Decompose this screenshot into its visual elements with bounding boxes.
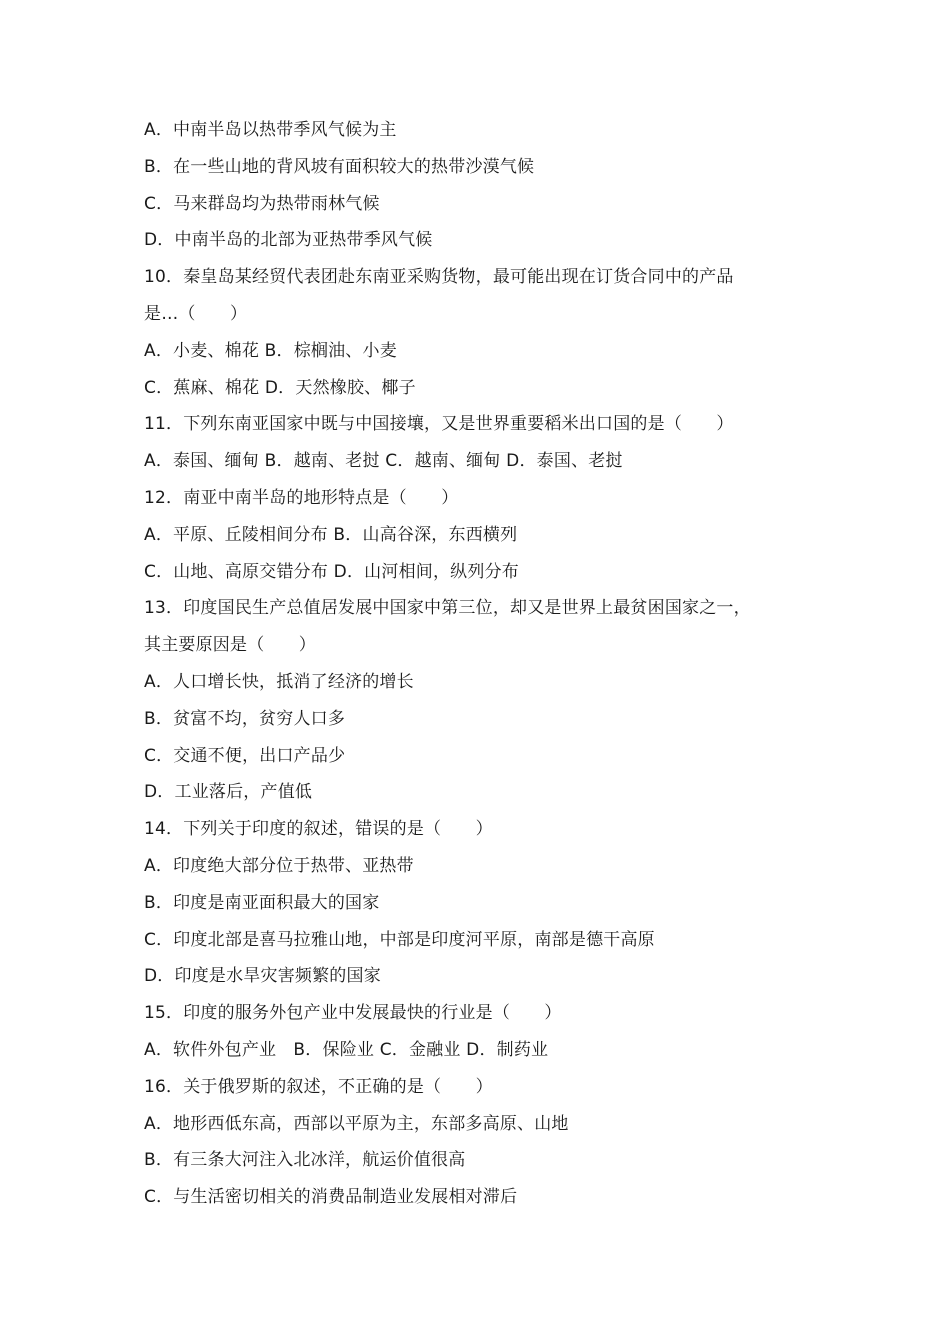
option-line: D．中南半岛的北部为亚热带季风气候 xyxy=(144,230,433,251)
question-stem: 13．印度国民生产总值居发展中国家中第三位，却又是世界上最贫困国家之一， xyxy=(144,598,751,619)
option-line: A．地形西低东高，西部以平原为主，东部多高原、山地 xyxy=(144,1113,569,1134)
option-line: A．软件外包产业 B．保险业 C．金融业 D．制药业 xyxy=(144,1039,549,1060)
question-stem: 是…（ ） xyxy=(144,303,248,324)
option-line: C．马来群岛均为热带雨林气候 xyxy=(144,193,380,214)
option-line: C．山地、高原交错分布 D．山河相间，纵列分布 xyxy=(144,561,519,582)
question-stem: 14．下列关于印度的叙述，错误的是（ ） xyxy=(144,819,493,840)
option-line: C．印度北部是喜马拉雅山地，中部是印度河平原，南部是德干高原 xyxy=(144,929,655,950)
question-stem: 11．下列东南亚国家中既与中国接壤，又是世界重要稻米出口国的是（ ） xyxy=(144,414,734,435)
question-stem: 12．南亚中南半岛的地形特点是（ ） xyxy=(144,487,459,508)
option-line: D．工业落后，产值低 xyxy=(144,782,313,803)
question-stem: 16．关于俄罗斯的叙述，不正确的是（ ） xyxy=(144,1076,493,1097)
question-text-block xyxy=(144,112,824,1216)
option-line: D．印度是水旱灾害频繁的国家 xyxy=(144,966,381,987)
option-line: A．泰国、缅甸 B．越南、老挝 C．越南、缅甸 D．泰国、老挝 xyxy=(144,451,623,472)
option-line: A．中南半岛以热带季风气候为主 xyxy=(144,120,397,140)
option-line: B．在一些山地的背风坡有面积较大的热带沙漠气候 xyxy=(144,156,535,177)
option-line: A．小麦、棉花 B．棕榈油、小麦 xyxy=(144,340,397,361)
option-line: B．有三条大河注入北冰洋，航运价值很高 xyxy=(144,1150,466,1171)
option-line: C．与生活密切相关的消费品制造业发展相对滞后 xyxy=(144,1187,518,1208)
question-stem: 15．印度的服务外包产业中发展最快的行业是（ ） xyxy=(144,1003,562,1024)
option-line: A．平原、丘陵相间分布 B．山高谷深，东西横列 xyxy=(144,524,518,545)
option-line: B．贫富不均，贫穷人口多 xyxy=(144,708,346,729)
question-stem: 10．秦皇岛某经贸代表团赴东南亚采购货物，最可能出现在订货合同中的产品 xyxy=(144,267,734,288)
option-line: A．印度绝大部分位于热带、亚热带 xyxy=(144,855,414,876)
option-line: C．蕉麻、棉花 D．天然橡胶、椰子 xyxy=(144,377,416,398)
option-line: C．交通不便，出口产品少 xyxy=(144,745,346,766)
option-line: A．人口增长快，抵消了经济的增长 xyxy=(144,671,414,692)
question-stem: 其主要原因是（ ） xyxy=(144,635,316,656)
option-line: B．印度是南亚面积最大的国家 xyxy=(144,892,380,913)
